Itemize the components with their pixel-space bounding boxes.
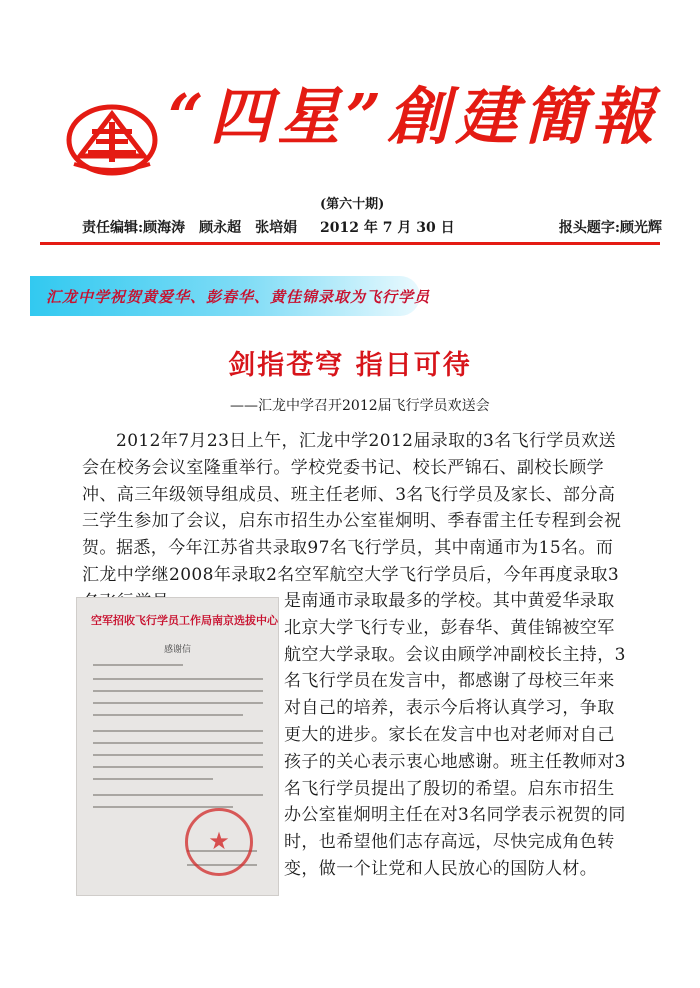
letter-line: [93, 678, 263, 680]
letter-title: 感谢信: [163, 645, 191, 655]
article-paragraph-2: 据悉，今年江苏省共录取97名飞行学员，其中南通市为15名。而汇龙中学继2008年录取2名空军航空大学飞行学员后，今年再度录取3: [82, 538, 620, 585]
letter-line: [93, 742, 263, 744]
title-credit: 报头题字:顾光辉: [558, 220, 662, 236]
letter-header: 空军招收飞行学员工作局南京选拔中心: [91, 614, 278, 627]
banner-text: 汇龙中学祝贺黄爱华、彭春华、黄佳锦录取为飞行学员: [46, 288, 431, 306]
letter-line: [93, 730, 263, 732]
letter-line: [93, 794, 263, 796]
masthead-title: “四星”創建簡報: [168, 80, 660, 153]
letter-line: [93, 778, 213, 780]
article-paragraph-1: 2012年7月23日上午，汇龙中学2012届录取的3名飞行学员欢送会在校务会议室隆重举行。学校党委书记、校长严锦石、副校长顾学冲、高三年级领导组成员、班主任老师、3名飞行学员及家长、部分高三学生参加了会议，启东市招生办公室崔炯明、季春雷主任专程到会祝贺。: [82, 431, 622, 559]
letter-line: [93, 714, 243, 716]
editors-label: 责任编辑:顾海涛 顾永超 张培娟: [82, 220, 298, 236]
article-headline: 剑指苍穹 指日可待: [228, 350, 472, 381]
editor-row: [82, 217, 662, 237]
school-logo-icon: [66, 104, 158, 176]
official-seal-icon: ★: [185, 808, 253, 876]
article-subhead: ——汇龙中学召开2012届飞行学员欢送会: [230, 398, 490, 414]
issue-date: 2012 年 7 月 30 日: [320, 220, 455, 236]
thank-you-letter-photo: [76, 597, 279, 896]
letter-line: [93, 754, 263, 756]
issue-number: (第六十期): [320, 197, 385, 212]
header-divider: [40, 242, 660, 245]
letter-line: [93, 690, 263, 692]
article-paragraph-3: 是南通市录取最多的学校。其中黄爱华录取北京大学飞行专业，彭春华、黄佳锦被空军航空大学录取。会议由顾学冲副校长主持，3名飞行学员在发言中，都感谢了母校三年来对自己的培养，表示今后将认真学习，争取更大的进步。家长在发言中也对老师对自己孩子的关心表示衷心地感谢。班主任教师对3名飞行学员提出了殷切的希望。启东市招生办公室崔炯明主任在对3名同学表示祝贺的同时，也希望他们志存高远，尽快完成角色转变，做一个让党和人民放心的国防人材。: [284, 591, 626, 879]
letter-line: [93, 766, 263, 768]
letter-line: [93, 702, 263, 704]
letter-line: [93, 664, 183, 666]
